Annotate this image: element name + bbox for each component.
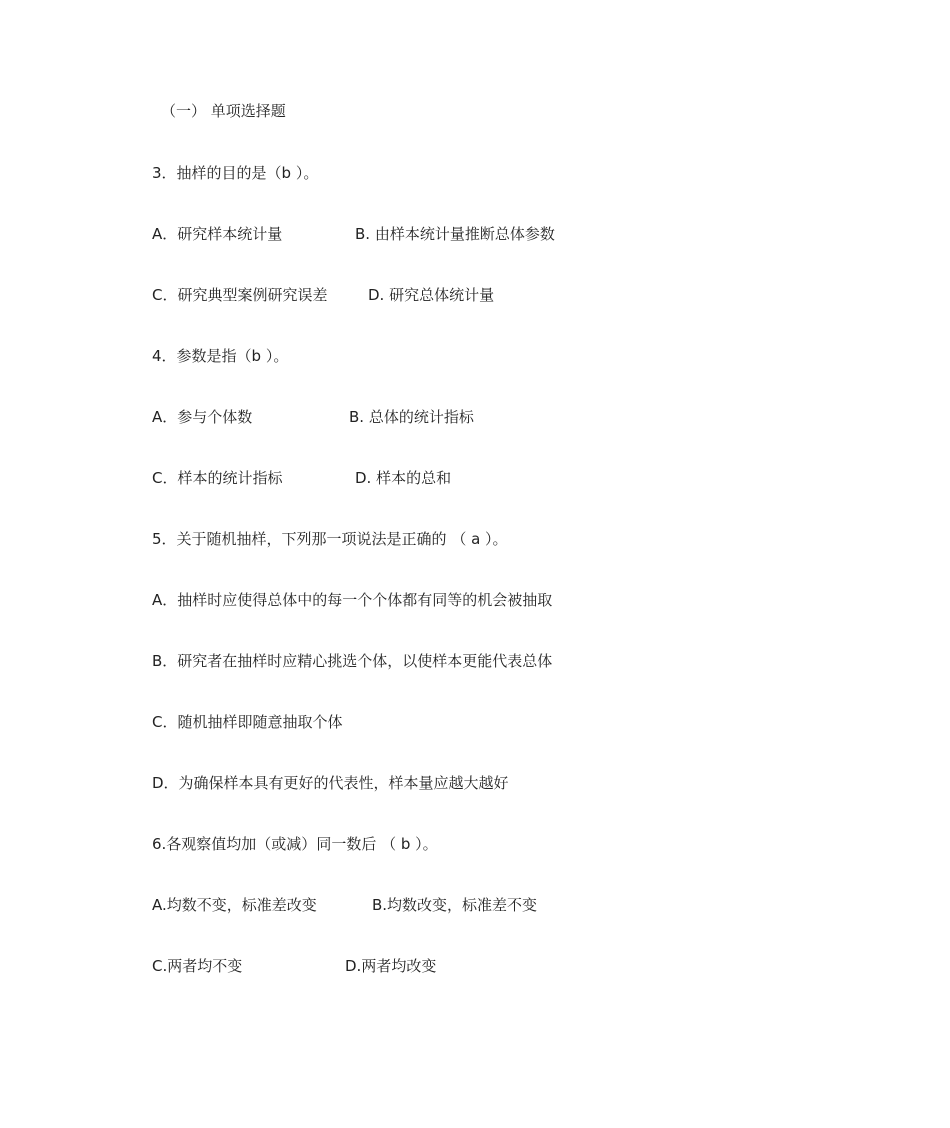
option-4a: A．参与个体数: [152, 408, 253, 426]
option-4d: D. 样本的总和: [355, 469, 452, 487]
option-5a: A．抽样时应使得总体中的每一个个体都有同等的机会被抽取: [152, 591, 553, 609]
option-5d: D．为确保样本具有更好的代表性，样本量应越大越好: [152, 774, 509, 792]
option-3d: D. 研究总体统计量: [368, 286, 495, 304]
option-3a: A．研究样本统计量: [152, 225, 283, 243]
option-3c: C．研究典型案例研究误差: [152, 286, 328, 304]
option-5c: C．随机抽样即随意抽取个体: [152, 713, 343, 731]
option-5b: B．研究者在抽样时应精心挑选个体，以使样本更能代表总体: [152, 652, 553, 670]
question-stem-6: 6.各观察值均加（或减）同一数后 （ b ）。: [152, 835, 438, 853]
option-3b: B. 由样本统计量推断总体参数: [355, 225, 555, 243]
section-title: （一） 单项选择题: [161, 102, 286, 120]
question-stem-5: 5．关于随机抽样，下列那一项说法是正确的 （ a ）。: [152, 530, 508, 548]
option-6b: B.均数改变，标准差不变: [372, 896, 538, 914]
option-4c: C．样本的统计指标: [152, 469, 283, 487]
question-stem-3: 3．抽样的目的是（b ）。: [152, 164, 319, 182]
option-6c: C.两者均不变: [152, 957, 243, 975]
option-6a: A.均数不变，标准差改变: [152, 896, 317, 914]
option-6d: D.两者均改变: [345, 957, 437, 975]
option-4b: B. 总体的统计指标: [349, 408, 474, 426]
question-stem-4: 4．参数是指（b ）。: [152, 347, 289, 365]
